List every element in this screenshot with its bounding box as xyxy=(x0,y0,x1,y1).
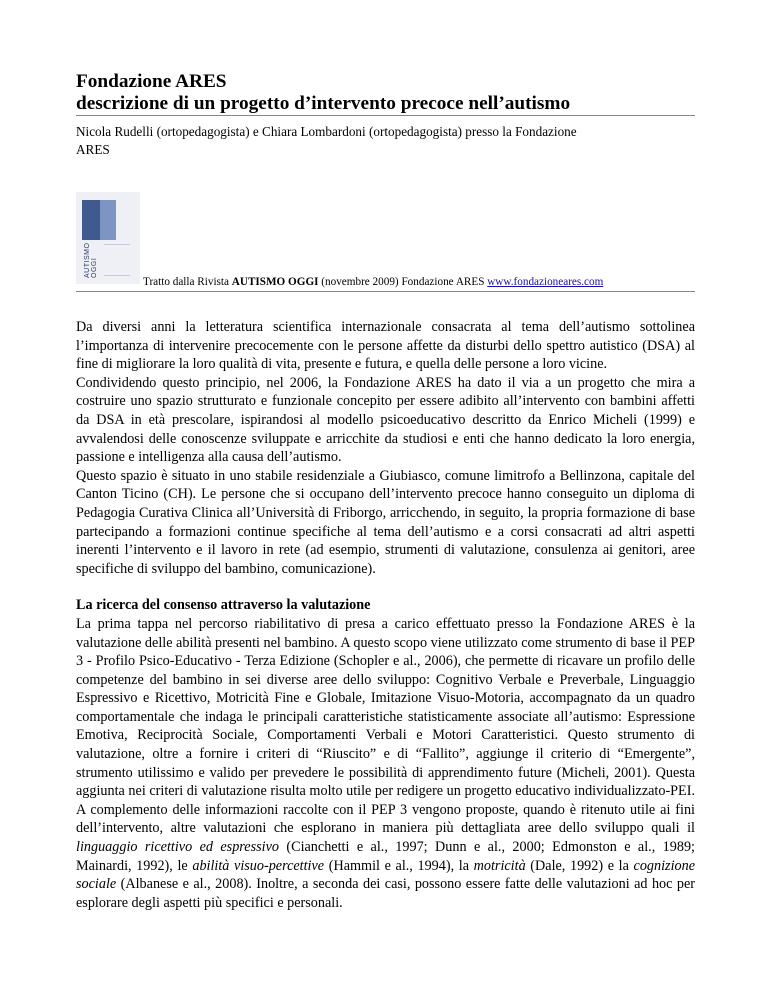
emphasis-motricita: motricità xyxy=(473,857,526,874)
paragraph-4: La prima tappa nel percorso riabilitativo di presa a carico effettuato presso la Fondazione ARES è la valutazione delle abilità presenti nel bambino. A questo scopo viene utilizzato come strumento di base il PEP 3 - Profilo Psico-Educativo - Terza Edizione (Schopler e al., 2006), che permette di ricavare un profilo delle competenze del bambino in sei diverse aree dello sviluppo: Cognitivo Verbale e Preverbale, Linguaggio Espressivo e Ricettivo, Motricità Fine e Globale, Imitazione Visuo-Motoria, accompagnato da un quadro comportamentale che indaga le principali caratteristiche statisticamente associate all’autismo: Espressione Emotiva, Reciprocità Sociale, Comportamenti Verbali e Motori Caratteristici. Questo strumento di valutazione, oltre a fornire i criteri di “Riuscito” e di “Fallito”, aggiunge il criterio di “Emergente”, strumento utilissimo e valido per prevedere le possibilità di apprendimento future (Micheli, 2001). Questa aggiunta nei criteri di valutazione risulta molto utile per redigere un progetto educativo individualizzato-PEI. A complemento delle informazioni raccolte con il PEP 3 vengono proposte, quando è ritenuto utile ai fini dell’intervento, altre valutazioni che esplorano in maniera più dettagliata aree dello sviluppo quali il linguaggio ricettivo ed espressivo (Cianchetti e al., 1997; Dunn e al., 2000; Edmonston e al., 1989; Mainardi, 1992), le abilità visuo-percettive (Hammil e al., 1994), la motricità (Dale, 1992) e la cognizione sociale (Albanese e al., 2008). Inoltre, a seconda dei casi, possono essere fatte delle valutazioni ad hoc per esplorare degli aspetti più specifici e personali. xyxy=(76,615,695,911)
cover-pattern-light xyxy=(100,200,116,240)
section-heading: La ricerca del consenso attraverso la valutazione xyxy=(76,597,371,614)
title-line-2: descrizione di un progetto d’intervento precoce nell’autismo xyxy=(76,93,571,114)
source-magazine: AUTISMO OGGI xyxy=(231,276,319,288)
title-line-1: Fondazione ARES xyxy=(76,71,227,92)
source-divider xyxy=(76,291,695,292)
title-divider xyxy=(76,115,695,116)
emphasis-linguaggio: linguaggio ricettivo ed espressivo xyxy=(76,839,279,856)
emphasis-abilita: abilità visuo-percettive xyxy=(192,857,325,874)
source-link[interactable]: www.fondazioneares.com xyxy=(487,276,604,288)
paragraph-2: Condividendo questo principio, nel 2006, la Fondazione ARES ha dato il via a un progetto che mira a costruire uno spazio strutturato e funzionale concepito per essere adibito all’intervento con bambini affetti da DSA in età prescolare, ispirandosi al modello psicoeducativo descritto da Enrico Micheli (1999) e avvalendosi delle conoscenze sviluppate e arricchite da studiosi e enti che hanno dedicato la loro energia, passione e intelligenza alla causa dell’autismo. xyxy=(76,374,695,466)
authors-line-2: ARES xyxy=(76,141,110,157)
source-line xyxy=(143,276,603,289)
authors-line-1: Nicola Rudelli (ortopedagogista) e Chiara Lombardoni (ortopedagogista) presso la Fondazione xyxy=(76,124,577,139)
magazine-cover-image xyxy=(76,192,140,284)
cover-text-lines xyxy=(104,244,130,276)
cover-spine-text: AUTISMO OGGI xyxy=(84,242,98,278)
authors xyxy=(76,123,695,158)
article-body xyxy=(76,318,695,912)
paragraph-3: Questo spazio è situato in uno stabile residenziale a Giubiasco, comune limitrofo a Bellinzona, capitale del Canton Ticino (CH). Le persone che si occupano dell’intervento precoce hanno conseguito un diploma di Pedagogia Curativa Clinica all’Università di Friborgo, arricchendo, in seguito, la propria formazione di base partecipando a formazioni continue specifiche al tema dell’autismo e a corsi consacrati ad altri aspetti inerenti l’intervento e il lavoro in rete (ad esempio, strumenti di valutazione, consulenza ai genitori, aree specifiche di sviluppo del bambino, comunicazione). xyxy=(76,467,695,577)
page-title xyxy=(76,71,695,115)
source-suffix: (novembre 2009) Fondazione ARES xyxy=(318,276,488,288)
cover-pattern-dark xyxy=(82,200,100,240)
source-prefix: Tratto dalla Rivista xyxy=(143,276,232,288)
paragraph-1: Da diversi anni la letteratura scientifica internazionale consacrata al tema dell’autismo sottolinea l’importanza di intervenire precocemente con le persone affette da disturbi dello spettro autistico (DSA) al fine di migliorare la loro qualità di vita, presente e futura, e quella delle persone a loro vicine. xyxy=(76,319,695,373)
emphasis-cognizione: cognizione sociale xyxy=(76,857,695,893)
